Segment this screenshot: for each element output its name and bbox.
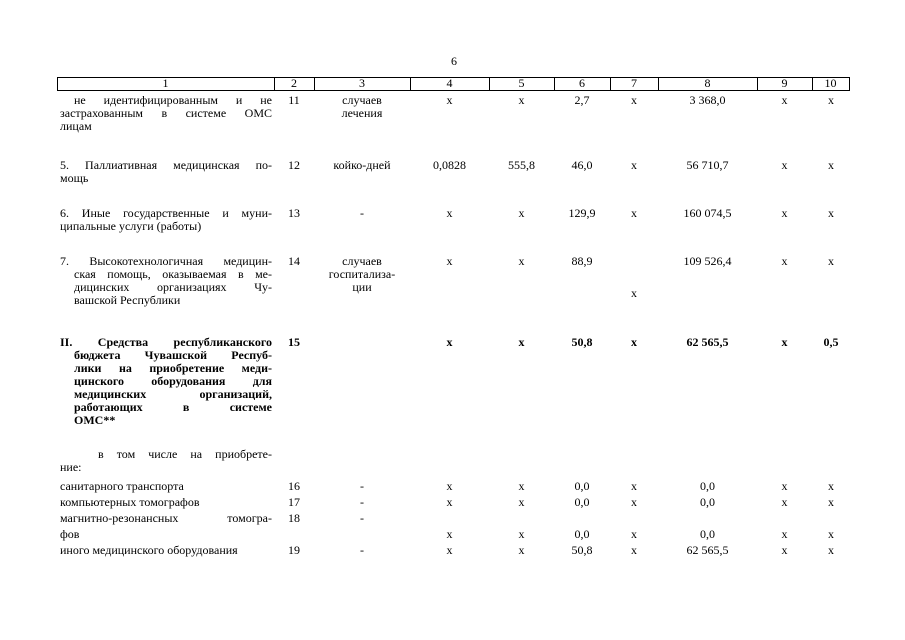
cell-col4: х (446, 543, 453, 557)
cell-col7: х (631, 495, 637, 509)
cell-col7: х (631, 93, 637, 107)
column-header-7: 7 (631, 76, 637, 90)
row-name-line: не идентифицированным и не (74, 93, 272, 107)
cell-col10: х (828, 527, 834, 541)
column-header-10: 10 (824, 76, 837, 90)
row-name (60, 512, 272, 541)
row-unit-line: случаев (342, 93, 382, 107)
row-unit: койко-дней (333, 158, 391, 172)
column-header-9: 9 (781, 76, 788, 90)
cell-col4: х (446, 335, 453, 349)
cell-col10: х (828, 543, 834, 557)
cell-col6: 0,0 (574, 495, 590, 509)
cell-col4: х (446, 495, 453, 509)
row-name: компьютерных томографов (60, 495, 200, 509)
cell-col9: х (781, 543, 788, 557)
row-name (60, 207, 272, 233)
cell-col8: 0,0 (700, 479, 715, 493)
row-name (60, 159, 272, 185)
row-code: 13 (288, 206, 300, 220)
cell-col4: х (446, 206, 453, 220)
cell-col10: х (828, 93, 834, 107)
row-name-line: ципальные услуги (работы) (60, 219, 202, 233)
column-header-4: 4 (446, 76, 453, 90)
column-header-5: 5 (518, 76, 525, 90)
row-name-line: дицинских организациях Чу- (74, 280, 272, 294)
cell-col10: 0,5 (823, 335, 839, 349)
cell-col9: х (781, 254, 788, 268)
cell-col5: 555,8 (508, 158, 535, 172)
cell-col6: 0,0 (574, 479, 590, 493)
row-name (60, 448, 272, 474)
row-name (60, 255, 272, 307)
row-code: 17 (288, 495, 300, 509)
cell-col4: х (446, 479, 453, 493)
row-name-line: бюджета Чувашской Респуб- (74, 348, 272, 362)
cell-col8: 160 074,5 (683, 206, 732, 220)
cell-col4: х (446, 93, 453, 107)
row-name-line: ние: (60, 460, 82, 474)
cell-col10: х (828, 254, 834, 268)
row-name-line: 6. Иные государственные и муни- (60, 206, 272, 220)
cell-col5: х (518, 543, 525, 557)
cell-col4: х (446, 527, 453, 541)
cell-col7: х (631, 286, 637, 300)
cell-col7: х (631, 335, 637, 349)
row-code: 18 (288, 511, 300, 525)
cell-col8: 109 526,4 (683, 254, 732, 268)
row-name-line: II. Средства республиканского (60, 335, 272, 349)
page-number: 6 (451, 54, 457, 68)
row-name-line: магнитно-резонансных томогра- (60, 511, 272, 525)
cell-col8: 56 710,7 (686, 158, 729, 172)
cell-col5: х (518, 527, 525, 541)
row-code: 19 (288, 543, 300, 557)
row-unit: - (360, 495, 364, 509)
row-unit: - (360, 543, 364, 557)
row-name-line: в том числе на приобрете- (98, 447, 272, 461)
cell-col6: 0,0 (574, 527, 590, 541)
row-name-line: ОМС** (74, 413, 116, 427)
cell-col7: х (631, 527, 637, 541)
cell-col9: х (781, 527, 788, 541)
row-unit: - (360, 511, 364, 525)
row-name-line: медицинских организаций, (74, 387, 272, 401)
cell-col6: 129,9 (568, 206, 596, 220)
cell-col6: 88,9 (571, 254, 593, 268)
row-name: иного медицинского оборудования (60, 543, 238, 557)
row-unit (314, 255, 410, 294)
cell-col8: 62 565,5 (686, 335, 729, 349)
row-code: 14 (288, 254, 300, 268)
row-code: 12 (288, 158, 300, 172)
header-divider (849, 77, 850, 90)
cell-col8: 3 368,0 (689, 93, 726, 107)
cell-col4: х (446, 254, 453, 268)
cell-col9: х (781, 479, 788, 493)
row-name: санитарного транспорта (60, 479, 184, 493)
row-name (60, 94, 272, 133)
cell-col8: 0,0 (700, 527, 715, 541)
cell-col7: х (631, 479, 637, 493)
cell-col6: 50,8 (571, 335, 593, 349)
row-unit (314, 94, 410, 120)
row-code: 11 (288, 93, 300, 107)
row-name-line: фов (60, 527, 80, 541)
cell-col5: х (518, 495, 525, 509)
column-header-1: 1 (162, 76, 169, 90)
column-header-3: 3 (359, 76, 365, 90)
cell-col5: х (518, 335, 525, 349)
cell-col6: 46,0 (571, 158, 593, 172)
cell-col8: 62 565,5 (686, 543, 729, 557)
row-unit: - (360, 479, 364, 493)
cell-col6: 2,7 (574, 93, 590, 107)
row-code: 15 (288, 335, 300, 349)
cell-col7: х (631, 158, 637, 172)
row-name (60, 336, 272, 427)
cell-col9: х (781, 335, 788, 349)
cell-col5: х (518, 93, 525, 107)
row-name-line: работающих в системе (74, 400, 272, 414)
row-name-line: 7. Высокотехнологичная медицин- (60, 254, 272, 268)
row-name-line: ская помощь, оказываемая в ме- (74, 267, 272, 281)
row-name-line: мощь (60, 171, 89, 185)
cell-col5: х (518, 206, 525, 220)
row-name-line: вашской Республики (74, 293, 181, 307)
row-unit-line: ции (352, 280, 372, 294)
cell-col9: х (781, 206, 788, 220)
cell-col7: х (631, 543, 637, 557)
cell-col8: 0,0 (700, 495, 715, 509)
row-code: 16 (288, 479, 300, 493)
row-name-line: 5. Паллиативная медицинская по- (60, 158, 272, 172)
column-header-6: 6 (579, 76, 585, 90)
header-bottom-border (57, 90, 850, 91)
row-unit: - (360, 206, 364, 220)
cell-col10: х (828, 495, 834, 509)
row-unit-line: случаев (342, 254, 382, 268)
cell-col9: х (781, 158, 788, 172)
cell-col10: х (828, 206, 834, 220)
cell-col4: 0,0828 (433, 158, 466, 172)
row-name-line: лицам (60, 119, 92, 133)
cell-col10: х (828, 479, 834, 493)
cell-col5: х (518, 254, 525, 268)
row-name-line: цинского оборудования для (74, 374, 272, 388)
cell-col6: 50,8 (571, 543, 593, 557)
column-header-8: 8 (704, 76, 711, 90)
cell-col7: х (631, 206, 637, 220)
cell-col10: х (828, 158, 834, 172)
row-name-line: лики на приобретение меди- (74, 361, 272, 375)
row-unit-line: лечения (341, 106, 383, 120)
column-header-2: 2 (291, 76, 297, 90)
row-name-line: застрахованным в системе ОМС (60, 106, 272, 120)
cell-col9: х (781, 93, 788, 107)
cell-col5: х (518, 479, 525, 493)
row-unit-line: госпитализа- (328, 267, 396, 281)
cell-col9: х (781, 495, 788, 509)
